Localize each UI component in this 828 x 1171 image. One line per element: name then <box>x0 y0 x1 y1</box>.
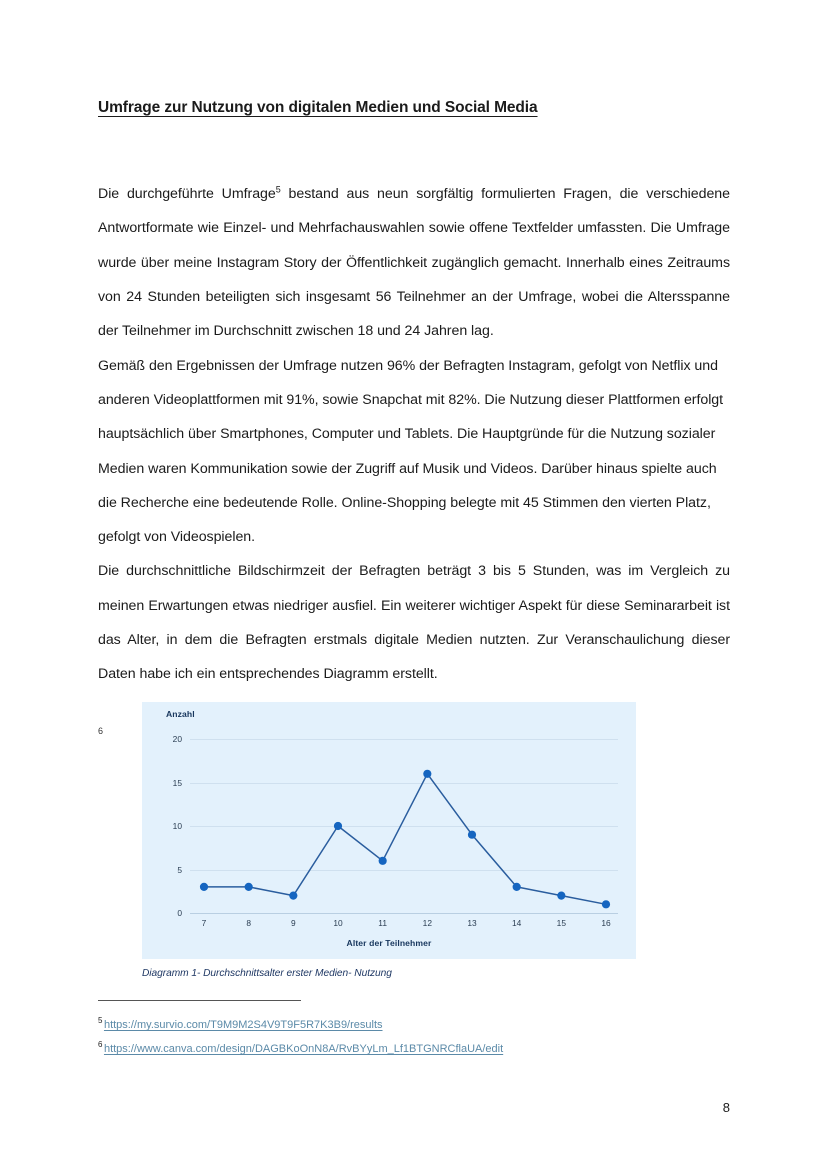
chart-x-axis-title: Alter der Teilnehmer <box>346 938 432 948</box>
paragraph-3: Die durchschnittliche Bildschirmzeit der Befragten beträgt 3 bis 5 Stunden, was im Vergleich zu meinen Erwartungen etwas niedriger ausfiel. Ein weiterer wichtiger Aspekt für diese Seminararbeit ist das Alter, in dem die Befragten erstmals digitale Medien nutzten. Zur Veranschaulichung dieser Daten habe ich ein entsprechendes Diagramm erstellt. <box>98 563 730 683</box>
chart-x-tick-label: 8 <box>246 918 251 928</box>
chart-y-tick-label: 0 <box>177 908 182 918</box>
chart-x-tick-label: 7 <box>201 918 207 928</box>
footnote-link-5[interactable]: https://my.survio.com/T9M9M2S4V9T9F5R7K3B9/results <box>103 1019 383 1031</box>
paragraph-1-text-a: Die durchgeführte Umfrage <box>98 186 276 203</box>
chart-y-tick-label: 5 <box>177 864 182 875</box>
footnote-section <box>98 1000 738 1061</box>
footnote-ref-5: 5 <box>275 184 281 195</box>
chart-data-point <box>245 883 253 891</box>
chart-x-tick-label: 9 <box>290 918 296 928</box>
page-title: Umfrage zur Nutzung von digitalen Medien und Social Media <box>98 99 538 116</box>
footnote-marker-5: 5 <box>98 1016 103 1026</box>
paragraph-1 <box>98 177 730 348</box>
chart-x-tick-label: 10 <box>333 918 343 928</box>
chart-data-point <box>334 822 342 830</box>
chart-series-svg <box>142 702 636 959</box>
chart-plot-area <box>142 702 636 959</box>
footnote-marker-6: 6 <box>98 1040 103 1050</box>
chart-x-tick-label: 13 <box>467 918 477 928</box>
chart-data-point <box>513 883 521 891</box>
chart-data-point <box>423 770 431 778</box>
chart-y-axis-title: Anzahl <box>166 709 195 719</box>
chart-data-point <box>289 892 297 900</box>
footnote-link-6[interactable]: https://www.canva.com/design/DAGBKoOnN8A/RvBYyLm_Lf1BTGNRCflaUA/edit <box>103 1043 504 1055</box>
chart-x-tick-label: 16 <box>601 918 611 928</box>
chart-data-point <box>602 900 610 908</box>
chart-y-tick-label: 15 <box>172 777 182 788</box>
document-content <box>98 98 730 979</box>
line-chart <box>142 702 636 959</box>
footnote-ref-6: 6 <box>98 726 104 736</box>
chart-x-tick-label: 12 <box>422 918 432 928</box>
footnote-separator <box>98 1000 301 1001</box>
footnote-item-6 <box>98 1037 738 1061</box>
chart-data-point <box>200 883 208 891</box>
chart-x-tick-label: 14 <box>511 918 522 928</box>
chart-data-point <box>468 831 476 839</box>
chart-y-tick-label: 10 <box>172 821 182 831</box>
page-number: 8 <box>722 1100 730 1115</box>
paragraph-2: Gemäß den Ergebnissen der Umfrage nutzen 96% der Befragten Instagram, gefolgt von Netflix und anderen Videoplattformen mit 91%, sowie Snapchat mit 82%. Die Nutzung dieser Plattformen erfolgt hauptsächlich über Smartphones, Computer und Tablets. Die Hauptgründe für die Nutzung sozialer Medien waren Kommunikation sowie der Zugriff auf Musik und Videos. Darüber hinaus spielte auch die Recherche eine bedeutende Rolle. Online-Shopping belegte mit 45 Stimmen den vierten Platz, gefolgt von Videospielen. <box>98 357 724 546</box>
chart-line-series <box>204 774 606 905</box>
chart-data-point <box>557 892 565 900</box>
chart-x-tick-label: 15 <box>556 918 566 928</box>
chart-y-tick-label: 20 <box>172 734 182 744</box>
figure-caption: Diagramm 1- Durchschnittsalter erster Medien- Nutzung <box>142 968 392 979</box>
chart-x-tick-label: 11 <box>378 918 387 928</box>
paragraph-1-text-b: bestand aus neun sorgfältig formulierten Fragen, die verschiedene Antwortformate wie Einzel- und Mehrfachauswahlen sowie offene Textfelder umfassten. Die Umfrage wurde über meine Instagram Story der Öffentlichkeit zugänglich gemacht. Innerhalb eines Zeitraums von 24 Stunden beteiligten sich insgesamt 56 Teilnehmer an der Umfrage, wobei die Altersspanne der Teilnehmer im Durchschnitt zwischen 18 und 24 Jahren lag. <box>98 186 730 340</box>
chart-data-point <box>379 857 387 865</box>
footnote-item-5 <box>98 1013 738 1037</box>
